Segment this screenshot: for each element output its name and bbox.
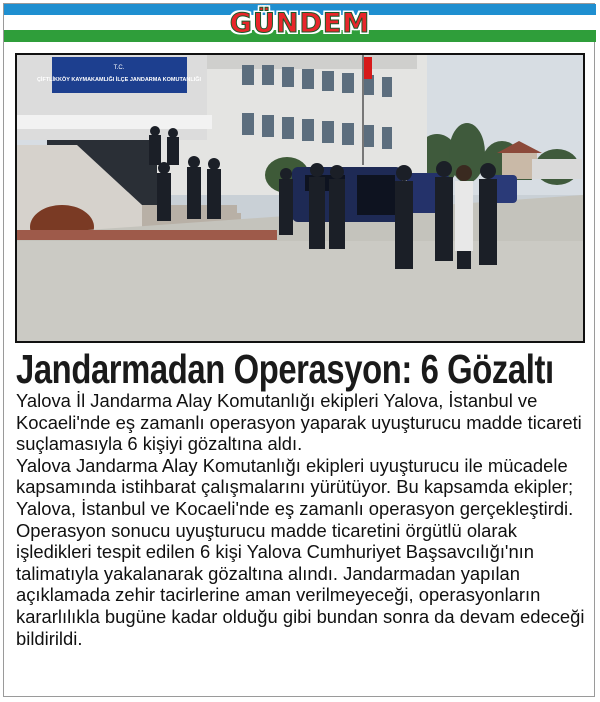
- sign-text: ÇİFTLİKKÖY KAYMAKAMLIĞI İLÇE JANDARMA KOMUTANLIĞI: [36, 77, 202, 83]
- article-paragraph: Yalova Jandarma Alay Komutanlığı ekipleri uyuşturucu ile mücadele kapsamında istihbarat çalışmalarını yürütüyor. Bu kapsamda ekipler; Yalova, İstanbul ve Kocaeli'nde eş zamanlı operasyon gerçekleştirdi. Operasyon sonucu uyuşturucu madde ticaretini örgütlü olarak işledikleri tespit edilen 6 kişi Yalova Cumhuriyet Başsavcılığı'nın talimatıyla yakalanarak gözaltına alındı. Jandarmadan yapılan açıklamada zehir tacirlerine aman verilmeyeceği, operasyonların kararlılıkla bugüne kadar olduğu gibi bundan sonra da devam edeceği bildirildi.: [16, 454, 585, 649]
- section-header: [4, 4, 596, 42]
- sign-small-text: T.C.: [113, 65, 125, 71]
- news-photo: [15, 53, 585, 343]
- article-paragraph: Yalova İl Jandarma Alay Komutanlığı ekipleri Yalova, İstanbul ve Kocaeli'nde eş zamanlı operasyon yaparak uyuşturucu madde ticareti suçlamasıyla 6 kişiyi gözaltına aldı.: [16, 390, 582, 455]
- section-label: GÜNDEM: [229, 8, 371, 39]
- article-headline: Jandarmadan Operasyon: 6 Gözaltı: [16, 346, 554, 392]
- article-body: [16, 390, 588, 649]
